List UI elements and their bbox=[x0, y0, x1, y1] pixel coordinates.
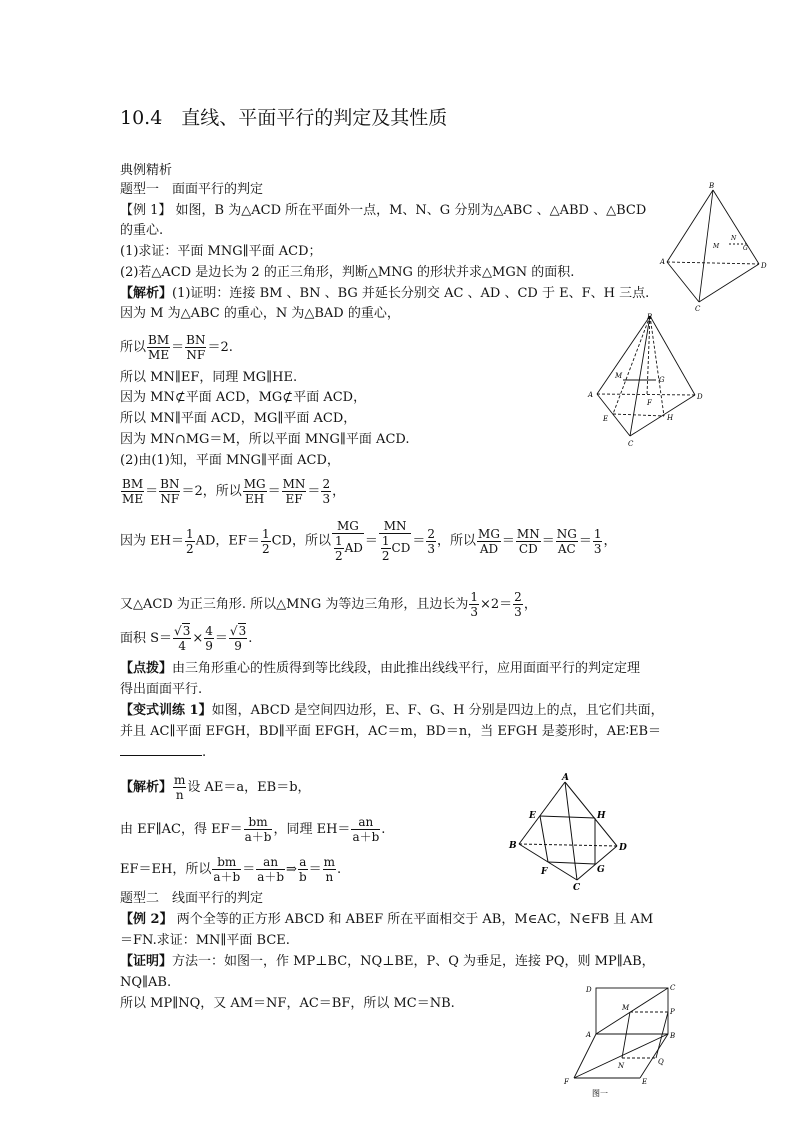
label-b: B bbox=[709, 182, 715, 190]
label-n: N bbox=[731, 235, 737, 242]
squares-figure bbox=[560, 980, 685, 1102]
solution-line8: (2)由(1)知，平面 MNG∥平面 ACD， bbox=[120, 453, 340, 468]
example-tag: 【例 2】 bbox=[120, 912, 173, 927]
label-h: H bbox=[597, 811, 606, 821]
label-a: A bbox=[588, 391, 594, 399]
proof-tag: 【证明】 bbox=[120, 954, 173, 969]
label-a: A bbox=[586, 1031, 592, 1039]
solution-figure bbox=[585, 308, 710, 450]
solution-ratio-line3: 因为 EH＝ $\frac{1}{2}$ AD，EF＝ $\frac{1}{2}$ CD，所以 MG $\frac{1}{2}$ AD ＝ MN $\frac{1}{2}$ CD ＝ $\frac{2}{3}$ ，所以 $\frac{MG}{AD}$ ＝ $\frac{MN}{CD}$ ＝ $\frac{NG}{AC}$ ＝ $\frac{1}{3}$ ， bbox=[120, 519, 617, 563]
label-d: D bbox=[619, 843, 627, 853]
label-f: F bbox=[541, 867, 548, 877]
note-line1: 【点拨】由三角形重心的性质得到等比线段，由此推出线线平行，应用面面平行的判定定理 bbox=[120, 661, 641, 676]
label-d: D bbox=[761, 262, 767, 270]
label-n: N bbox=[618, 1062, 625, 1070]
variant-solution-line1: 【解析】 $\frac{m}{n}$ 设 AE＝a，EB＝b， bbox=[120, 773, 311, 802]
proof-line1: 【证明】方法一：如图一，作 MP⊥BC，NQ⊥BE，P、Q 为垂足，连接 PQ，则 MP∥AB， bbox=[120, 954, 655, 969]
label-g: G bbox=[659, 376, 665, 384]
note-tag: 【点拨】 bbox=[120, 661, 173, 676]
solution-line5: 因为 MN⊄平面 ACD，MG⊄平面 ACD， bbox=[120, 390, 367, 405]
solution-ratio-line2: $\frac{BM}{ME}$ ＝ $\frac{BN}{NF}$ ＝2，所以 $\frac{MG}{EH}$ ＝ $\frac{MN}{EF}$ ＝ $\frac{2}{3}$ ， bbox=[122, 477, 346, 506]
section-heading: 典例精析 bbox=[120, 163, 173, 178]
variant-line2: 并且 AC∥平面 EFGH，BD∥平面 EFGH，AC＝m，BD＝n，当 EFGH 是菱形时，AE∶EB＝ bbox=[120, 724, 661, 739]
label-p: P bbox=[670, 1008, 675, 1016]
solution-line7: 因为 MN∩MG＝M，所以平面 MNG∥平面 ACD. bbox=[120, 432, 410, 447]
solution-tag: 【解析】 bbox=[120, 286, 173, 301]
label-a: A bbox=[660, 258, 666, 266]
proof-line3: 所以 MP∥NQ，又 AM＝NF，AC＝BF，所以 MC＝NB. bbox=[120, 996, 455, 1011]
label-q: Q bbox=[658, 1058, 664, 1066]
space-quadrilateral-figure bbox=[505, 770, 635, 892]
label-m: M bbox=[622, 1004, 630, 1012]
solution-line2: 因为 M 为△ABC 的重心，N 为△BAD 的重心， bbox=[120, 306, 400, 321]
label-a: A bbox=[562, 773, 569, 783]
variant-solution-line2: 由 EF∥AC，得 EF＝ $\frac{bm}{a+b}$ ，同理 EH＝ $\frac{an}{a+b}$ . bbox=[120, 815, 386, 844]
label-b: B bbox=[670, 1032, 676, 1040]
solution-line6: 所以 MN∥平面 ACD，MG∥平面 ACD， bbox=[120, 411, 357, 426]
variant-tag: 【变式训练 1】 bbox=[120, 703, 212, 718]
tetrahedron-figure bbox=[655, 180, 770, 315]
note-line2: 得出面面平行. bbox=[120, 682, 203, 697]
page-title: 10.4 直线、平面平行的判定及其性质 bbox=[120, 107, 448, 129]
variant-solution-line3: EF＝EH，所以 $\frac{bm}{a+b}$ ＝ $\frac{an}{a+b}$ ⇒ $\frac{a}{b}$ ＝ $\frac{m}{n}$ . bbox=[120, 855, 342, 884]
label-e: E bbox=[603, 415, 609, 423]
label-f: F bbox=[647, 399, 652, 407]
solution-area-line: 面积 S＝ $\frac{√3}{4}$ × $\frac{4}{9}$ ＝ $\frac{√3}{9}$ . bbox=[120, 624, 253, 653]
label-c: C bbox=[628, 440, 634, 448]
label-f: F bbox=[564, 1078, 569, 1086]
example1-line2: 的重心. bbox=[120, 223, 164, 238]
example2-line2: ＝FN.求证：MN∥平面 BCE. bbox=[120, 933, 290, 948]
label-m: M bbox=[713, 243, 720, 250]
label-g: G bbox=[743, 245, 748, 252]
figure-caption: 图一 bbox=[592, 1089, 608, 1098]
example1-q2: (2)若△ACD 是边长为 2 的正三角形，判断△MNG 的形状并求△MGN 的面积. bbox=[120, 265, 575, 280]
label-e: E bbox=[529, 811, 536, 821]
example1-q1: (1)求证：平面 MNG∥平面 ACD； bbox=[120, 244, 322, 259]
label-c: C bbox=[670, 984, 676, 992]
solution-line1: 【解析】(1)证明：连接 BM 、BN 、BG 并延长分别交 AC 、AD 、CD 于 E、F、H 三点. bbox=[120, 286, 650, 301]
variant-answer-blank: . bbox=[120, 743, 206, 762]
answer-blank bbox=[120, 743, 202, 756]
solution-ratio-line: 所以 $\frac{BM}{ME}$ ＝ $\frac{BN}{NF}$ ＝2. bbox=[120, 333, 233, 362]
type2-heading: 题型二 线面平行的判定 bbox=[120, 891, 264, 906]
label-b: B bbox=[509, 841, 517, 851]
label-g: G bbox=[597, 865, 605, 875]
example-tag: 【例 1】 bbox=[120, 203, 172, 218]
solution-line11: 又△ACD 为正三角形. 所以△MNG 为等边三角形，且边长为 $\frac{1}{3}$ ×2＝ $\frac{2}{3}$ ， bbox=[120, 590, 537, 619]
label-e: E bbox=[642, 1078, 648, 1086]
label-d: D bbox=[697, 393, 703, 401]
type1-heading: 题型一 面面平行的判定 bbox=[120, 182, 264, 197]
label-h: H bbox=[667, 414, 674, 422]
label-b: B bbox=[647, 313, 653, 321]
solution-line4: 所以 MN∥EF，同理 MG∥HE. bbox=[120, 370, 298, 385]
label-c: C bbox=[695, 305, 701, 313]
label-m: M bbox=[615, 372, 623, 380]
example2-line1: 【例 2】 两个全等的正方形 ABCD 和 ABEF 所在平面相交于 AB，M∈AC，N∈FB 且 AM bbox=[120, 912, 654, 927]
label-c: C bbox=[573, 883, 581, 892]
label-d: D bbox=[586, 986, 592, 994]
proof-line2: NQ∥AB. bbox=[120, 975, 172, 990]
example1-line1: 【例 1】 如图，B 为△ACD 所在平面外一点，M、N、G 分别为△ABC 、△ABD 、△BCD bbox=[120, 203, 647, 218]
variant-line1: 【变式训练 1】如图，ABCD 是空间四边形，E、F、G、H 分别是四边上的点，且它们共面， bbox=[120, 703, 664, 718]
